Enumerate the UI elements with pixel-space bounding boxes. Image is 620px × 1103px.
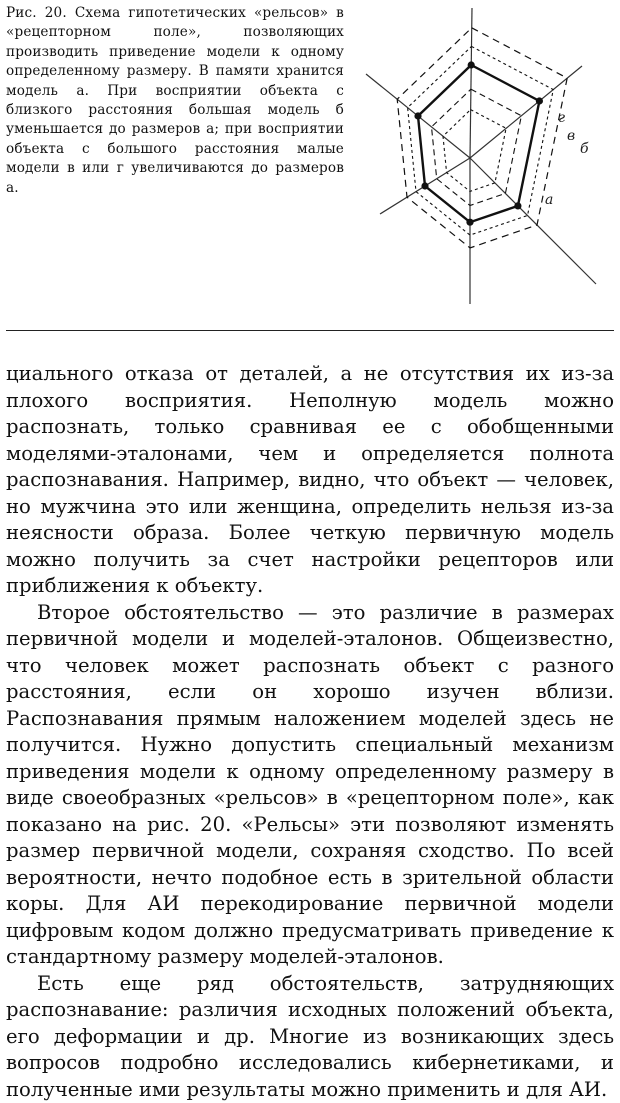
- vertex-dot-6: [414, 112, 421, 119]
- diagram-model-shapes: [397, 28, 567, 248]
- vertex-dot-4: [466, 219, 473, 226]
- rails-diagram: [356, 0, 620, 310]
- ray-2: [470, 66, 582, 158]
- diagram-rays: [366, 8, 596, 304]
- paragraph-2: Второе обстоятельство — это различие в размерах первичной модели и моделей-эталонов. Общеизвестно, что человек может распознать объект с разного расстояния, если он хорошо изучен вблизи. Распознавания прямым наложением моделей здесь не получится. Нужно допустить специальный механизм приведения модели к одному определенному размеру в виде своеобразных «рельсов» в «рецепторном поле», как показано на рис. 20. «Рельсы» эти позволяют изменять размер первичной модели, сохраняя сходство. По всей вероятности, нечто подобное есть в зрительной области коры. Для АИ перекодирование первичной модели цифровым кодом должно предусматривать приведение к стандартному размеру моделей-эталонов.: [6, 600, 614, 971]
- body-text: [6, 361, 614, 1103]
- vertex-dot-5: [421, 182, 428, 189]
- ray-1: [470, 8, 472, 158]
- vertex-dot-2: [536, 97, 543, 104]
- model-a: [418, 65, 539, 222]
- model-b: [397, 28, 567, 248]
- label-a: а: [545, 192, 553, 208]
- label-g: г: [558, 110, 565, 126]
- paragraph-1: циального отказа от деталей, а не отсутствия их из-за плохого восприятия. Неполную модель можно распознать, только сравнивая ее с обобщенными моделями-эталонами, чем и определяется полнота распознавания. Например, видно, что объект — человек, но мужчина это или женщина, определить нельзя из-за неясности образа. Более четкую первичную модель можно получить за счет настройки рецепторов или приближения к объекту.: [6, 361, 614, 600]
- ray-3: [470, 158, 596, 284]
- label-b: б: [580, 141, 589, 157]
- model-g: [443, 110, 506, 192]
- diagram-labels: [545, 110, 589, 208]
- vertex-dot-3: [514, 202, 521, 209]
- section-divider: [6, 330, 614, 331]
- paragraph-3: Есть еще ряд обстоятельств, затрудняющих распознавание: различия исходных положений объекта, его деформации и др. Многие из возникающих здесь вопросов подробно исследовались кибернетиками, и полученные ими результаты можно применить и для АИ.: [6, 971, 614, 1103]
- figure-caption: Рис. 20. Схема гипотетических «рельсов» в «рецепторном поле», позволяющих производить приведение модели к одному определенному размеру. В памяти хранится модель а. При восприятии объекта с близкого расстояния большая модель б уменьшается до размеров а; при восприятии объекта с большого расстояния малые модели в или г увеличиваются до размеров а.: [6, 4, 344, 198]
- label-v: в: [567, 128, 575, 144]
- model-v: [432, 89, 522, 205]
- vertex-dot-1: [468, 61, 475, 68]
